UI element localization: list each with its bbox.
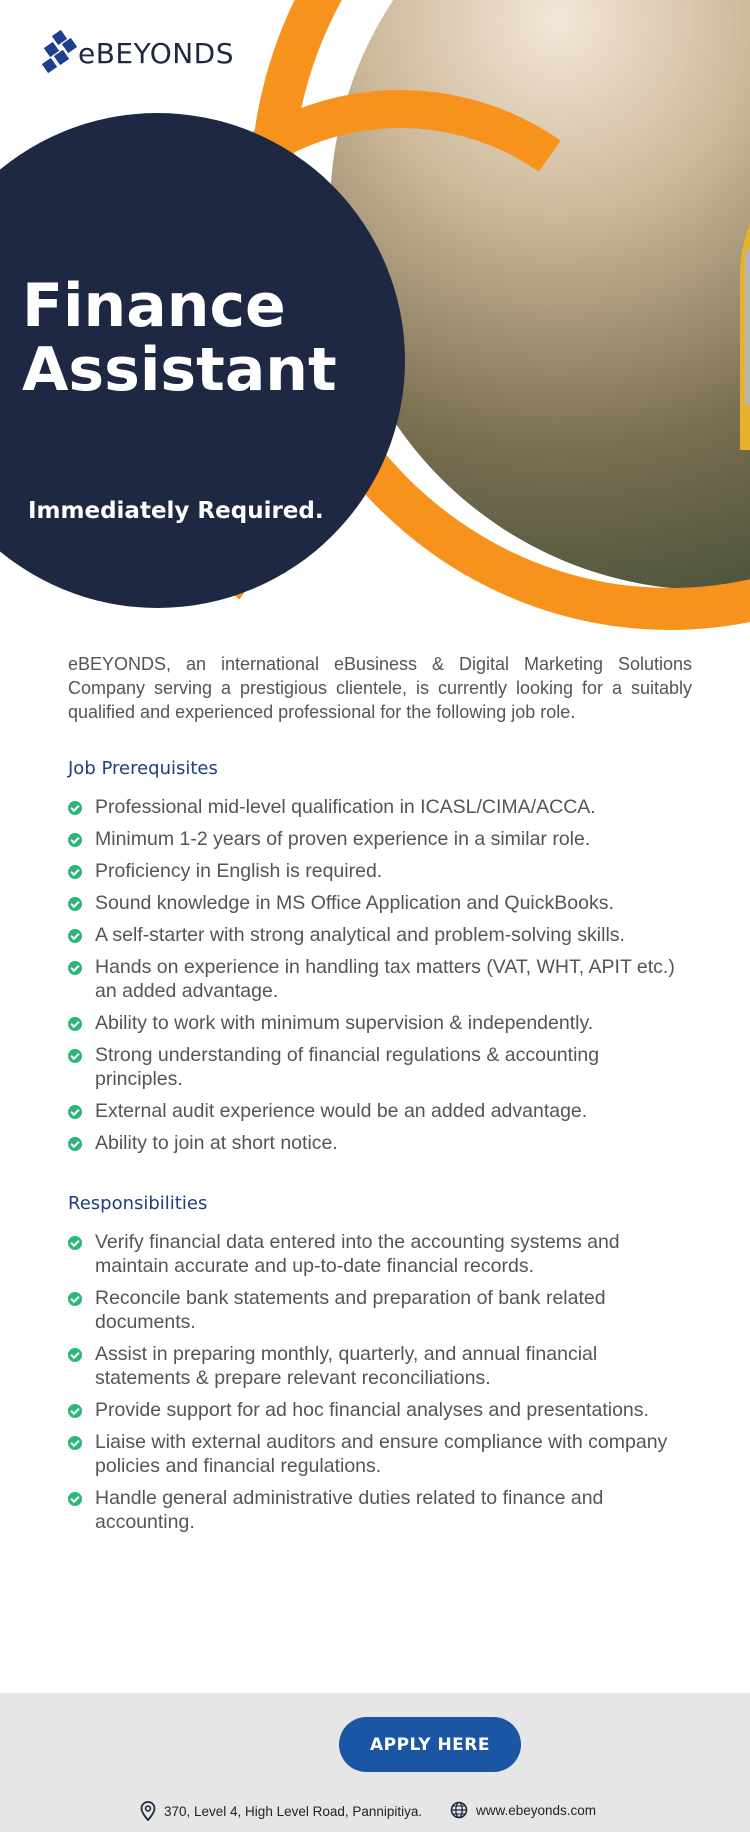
hero-banner	[0, 0, 750, 630]
logo-mark-icon	[42, 30, 76, 76]
check-circle-icon	[68, 961, 82, 975]
responsibility-item: Verify financial data entered into the accounting systems and maintain accurate and up-to-date financial records.	[68, 1230, 692, 1278]
prerequisite-item: Professional mid-level qualification in ICASL/CIMA/ACCA.	[68, 795, 692, 819]
check-circle-icon	[68, 1049, 82, 1063]
company-intro: eBEYONDS, an international eBusiness & Digital Marketing Solutions Company serving a prestigious clientele, is currently looking for a suitably qualified and experienced professional for the following job role.	[68, 654, 692, 722]
urgency-subtitle: Immediately Required.	[28, 498, 324, 524]
responsibilities-heading: Responsibilities	[68, 1193, 208, 1214]
responsibility-item: Liaise with external auditors and ensure compliance with company policies and financial regulations.	[68, 1430, 692, 1478]
prerequisite-item: Proficiency in English is required.	[68, 859, 692, 883]
responsibility-item: Provide support for ad hoc financial analyses and presentations.	[68, 1398, 692, 1422]
prerequisite-item: Sound knowledge in MS Office Application and QuickBooks.	[68, 891, 692, 915]
check-circle-icon	[68, 1292, 82, 1306]
brand-logo[interactable]	[42, 30, 234, 76]
job-title	[22, 271, 362, 405]
address-text: 370, Level 4, High Level Road, Pannipitiya.	[164, 1803, 423, 1819]
apply-here-button[interactable]: APPLY HERE	[339, 1717, 521, 1772]
prerequisite-item: Ability to work with minimum supervision & independently.	[68, 1011, 692, 1035]
check-circle-icon	[68, 865, 82, 879]
footer	[0, 1693, 750, 1832]
globe-icon	[450, 1801, 468, 1819]
check-circle-icon	[68, 1105, 82, 1119]
logo-text: eBEYONDS	[78, 36, 235, 70]
prerequisite-item: External audit experience would be an added advantage.	[68, 1099, 692, 1123]
prerequisite-item: Minimum 1-2 years of proven experience in a similar role.	[68, 827, 692, 851]
check-circle-icon	[68, 1017, 82, 1031]
prerequisite-item: Hands on experience in handling tax matters (VAT, WHT, APIT etc.) an added advantage.	[68, 955, 692, 1003]
job-title-line-1: Finance	[22, 271, 286, 341]
check-circle-icon	[68, 1137, 82, 1151]
prerequisite-item: Strong understanding of financial regulations & accounting principles.	[68, 1043, 692, 1091]
check-circle-icon	[68, 833, 82, 847]
responsibility-item: Assist in preparing monthly, quarterly, and annual financial statements & prepare relevant reconciliations.	[68, 1342, 692, 1390]
check-circle-icon	[68, 1236, 82, 1250]
address-contact	[140, 1801, 422, 1821]
check-circle-icon	[68, 1348, 82, 1362]
responsibilities-list	[68, 1230, 692, 1534]
responsibility-item: Reconcile bank statements and preparation of bank related documents.	[68, 1286, 692, 1334]
check-circle-icon	[68, 929, 82, 943]
check-circle-icon	[68, 1436, 82, 1450]
website-link[interactable]: www.ebeyonds.com	[476, 1802, 597, 1818]
website-contact[interactable]	[450, 1801, 596, 1819]
prerequisites-list	[68, 795, 692, 1155]
check-circle-icon	[68, 1492, 82, 1506]
check-circle-icon	[68, 897, 82, 911]
map-pin-icon	[140, 1801, 156, 1821]
responsibility-item: Handle general administrative duties related to finance and accounting.	[68, 1486, 692, 1534]
job-description	[68, 652, 692, 1542]
prerequisite-item: Ability to join at short notice.	[68, 1131, 692, 1155]
prerequisite-item: A self-starter with strong analytical and problem-solving skills.	[68, 923, 692, 947]
job-title-line-2: Assistant	[22, 335, 337, 405]
check-circle-icon	[68, 1404, 82, 1418]
check-circle-icon	[68, 801, 82, 815]
prerequisites-heading: Job Prerequisites	[68, 758, 218, 779]
